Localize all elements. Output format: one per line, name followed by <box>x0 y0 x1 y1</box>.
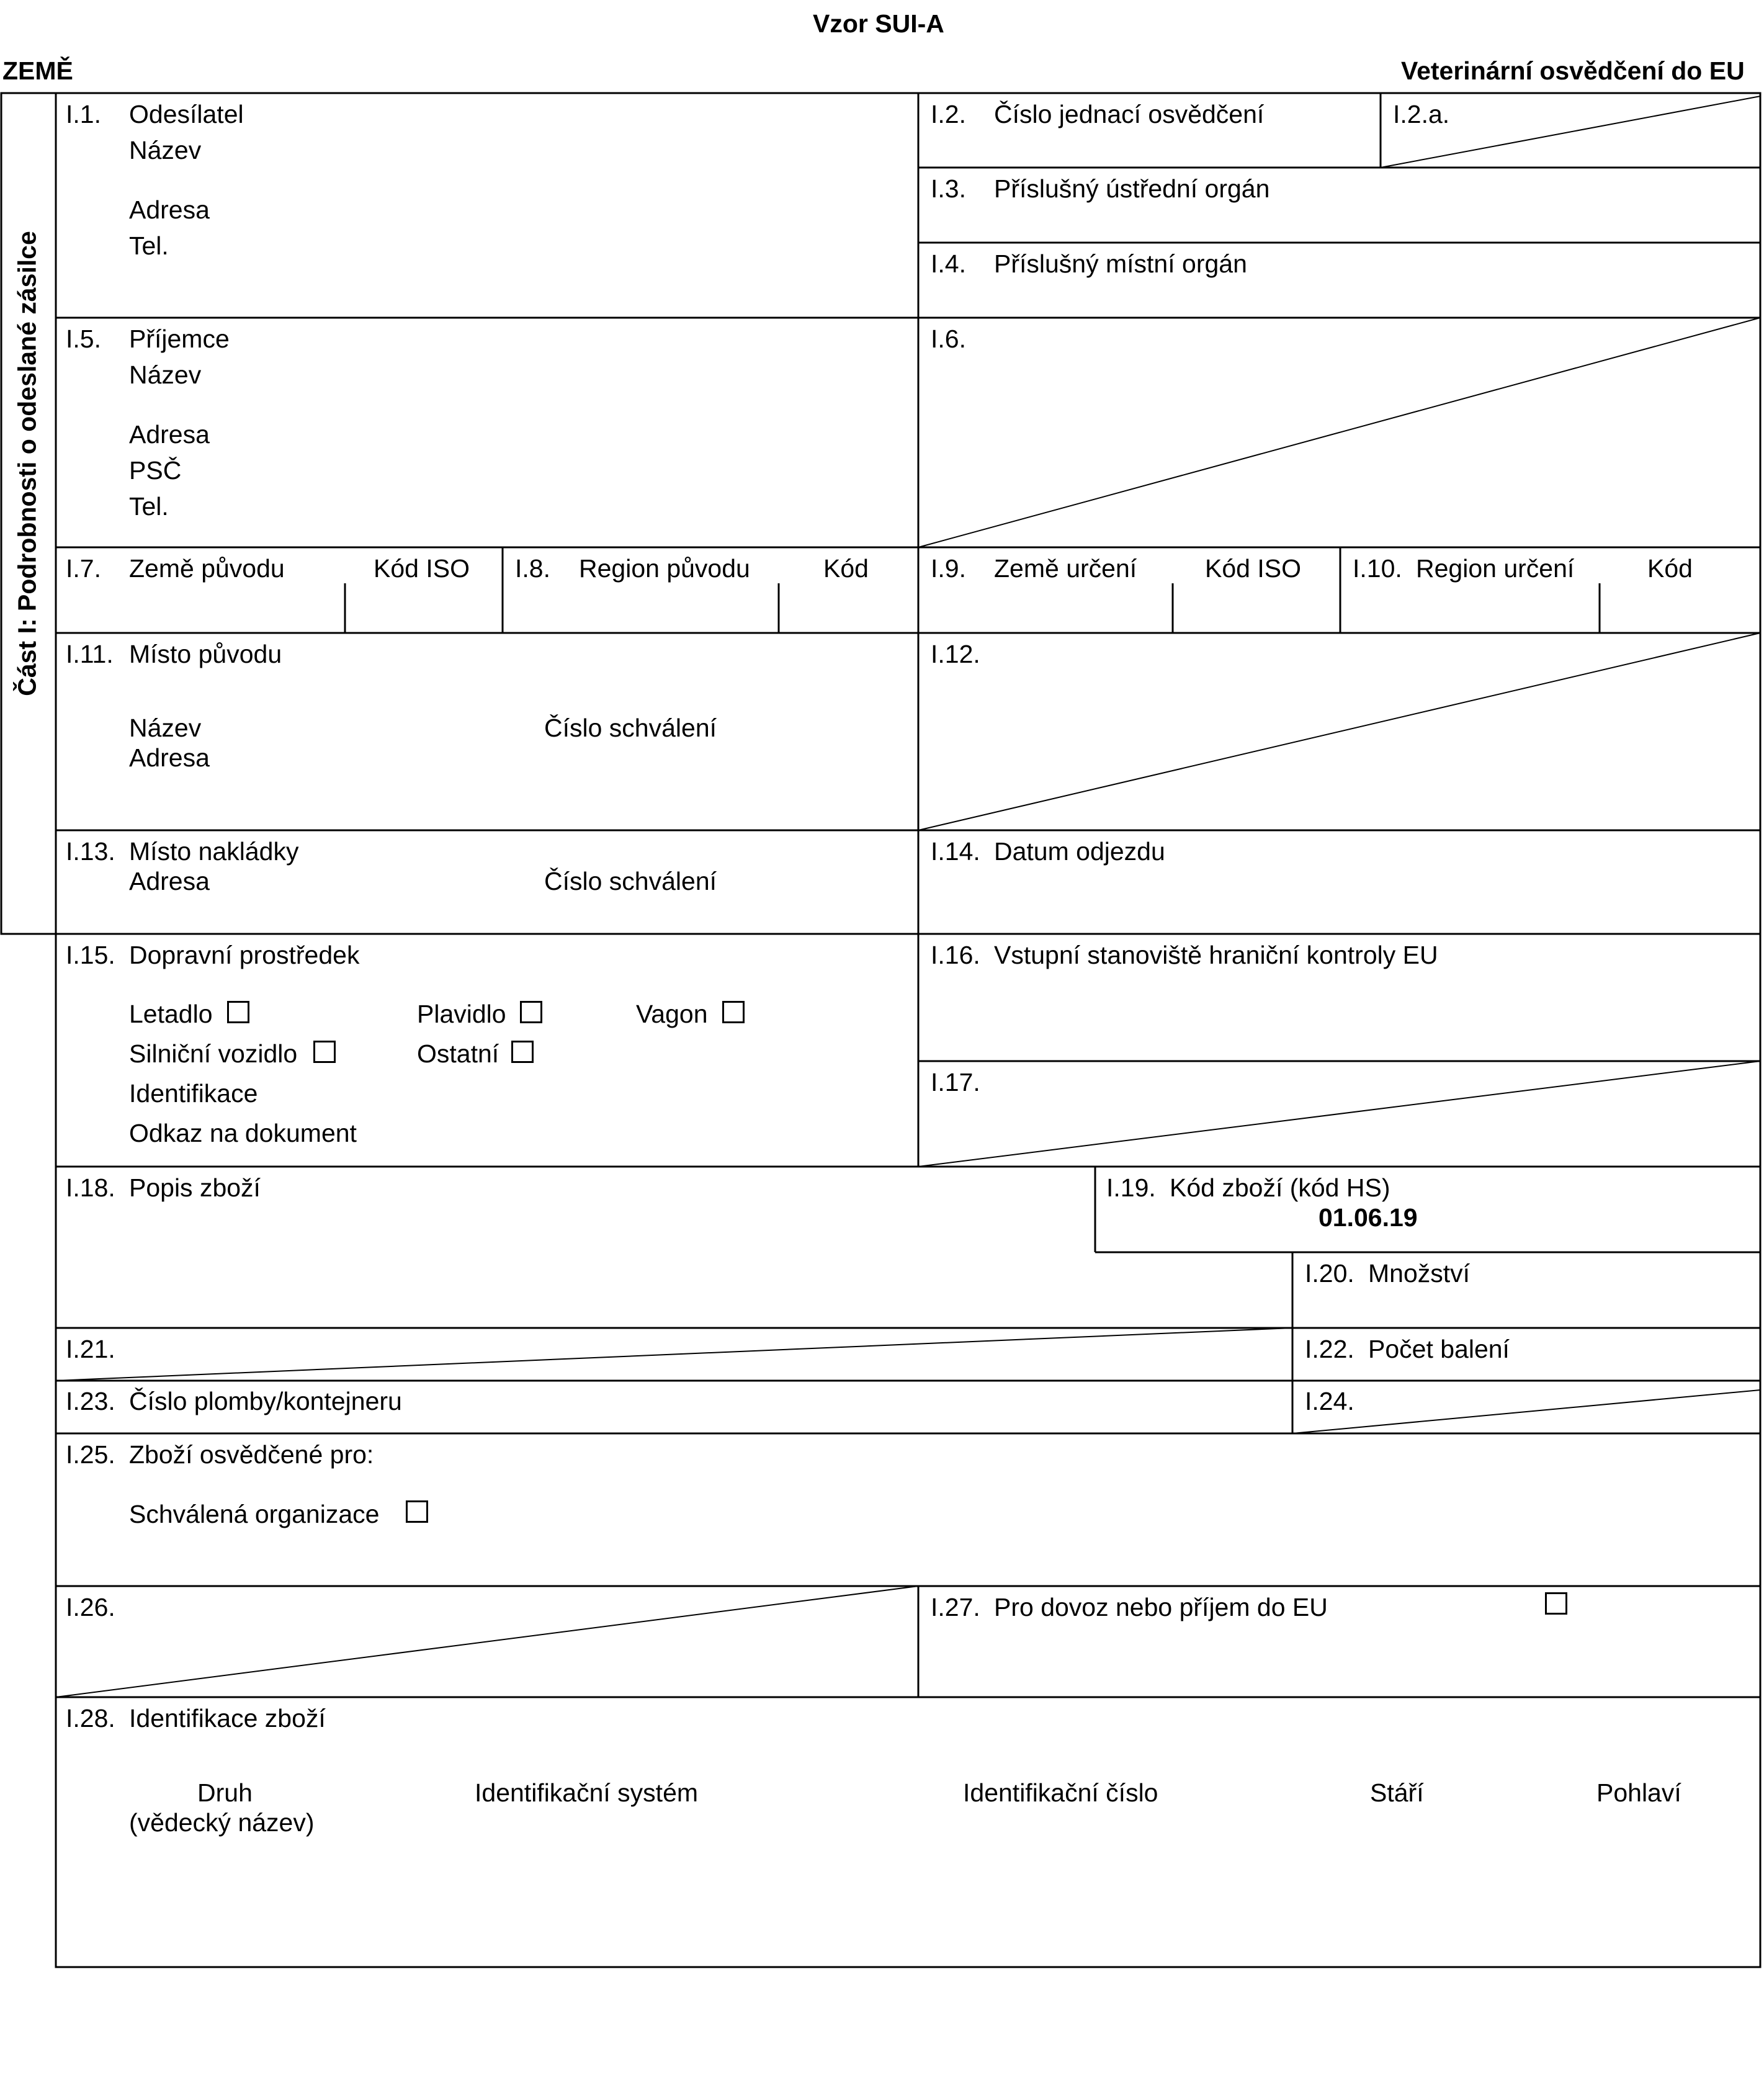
transport-other-label: Ostatní <box>417 1039 499 1068</box>
box-i12-num: I.12. <box>931 640 980 668</box>
country-label: ZEMĚ <box>2 56 73 85</box>
box-i28-title: Identifikace zboží <box>129 1704 326 1733</box>
box-i18-title[interactable]: Popis zboží <box>129 1173 261 1202</box>
column-sex: Pohlaví <box>1596 1778 1681 1807</box>
box-i24-num: I.24. <box>1305 1387 1354 1415</box>
transport-road-checkbox[interactable] <box>313 1041 336 1063</box>
box-i13-title: Místo nakládky <box>129 837 299 866</box>
transport-other-checkbox[interactable] <box>511 1041 534 1063</box>
box-i15-title: Dopravní prostředek <box>129 941 360 969</box>
box-i9-num: I.9. <box>931 554 966 583</box>
transport-airplane-checkbox[interactable] <box>227 1001 249 1023</box>
form-title: Vzor SUI-A <box>813 9 944 38</box>
transport-airplane-label: Letadlo <box>129 1000 213 1028</box>
box-i21-num: I.21. <box>66 1335 115 1363</box>
transport-wagon-checkbox[interactable] <box>722 1001 745 1023</box>
box-i17-num: I.17. <box>931 1068 980 1096</box>
box-i15-identification[interactable]: Identifikace <box>129 1079 258 1108</box>
box-i23-title[interactable]: Číslo plomby/kontejneru <box>129 1387 402 1415</box>
box-i15-document-ref[interactable]: Odkaz na dokument <box>129 1119 357 1147</box>
column-id-system: Identifikační systém <box>475 1778 699 1807</box>
box-i1-address[interactable]: Adresa <box>129 195 210 224</box>
box-i8-code[interactable]: Kód <box>823 554 869 583</box>
box-i27-num: I.27. <box>931 1593 980 1621</box>
box-i9-title[interactable]: Země určení <box>994 554 1137 583</box>
box-i13-num: I.13. <box>66 837 115 866</box>
box-i15-num: I.15. <box>66 941 115 969</box>
box-i2-title[interactable]: Číslo jednací osvědčení <box>994 100 1265 128</box>
box-i7-title[interactable]: Země původu <box>129 554 285 583</box>
box-i13-approval[interactable]: Číslo schválení <box>544 867 717 895</box>
box-i7-num: I.7. <box>66 554 101 583</box>
box-i1-title: Odesílatel <box>129 100 244 128</box>
import-eu-checkbox[interactable] <box>1545 1592 1567 1615</box>
transport-road-label: Silniční vozidlo <box>129 1039 298 1068</box>
box-i10-num: I.10. <box>1353 554 1402 583</box>
box-i26-num: I.26. <box>66 1593 115 1621</box>
box-i20-title[interactable]: Množství <box>1368 1259 1471 1288</box>
box-i25-title: Zboží osvědčené pro: <box>129 1440 374 1469</box>
box-i22-num: I.22. <box>1305 1335 1354 1363</box>
box-i10-title[interactable]: Region určení <box>1416 554 1575 583</box>
box-i6-num: I.6. <box>931 325 966 353</box>
box-i5-num: I.5. <box>66 325 101 353</box>
box-i11-num: I.11. <box>66 640 114 668</box>
box-i5-postcode[interactable]: PSČ <box>129 456 182 485</box>
box-i5-title: Příjemce <box>129 325 230 353</box>
column-species: Druh <box>197 1778 253 1807</box>
box-i14-num: I.14. <box>931 837 980 866</box>
box-i22-title[interactable]: Počet balení <box>1368 1335 1510 1363</box>
box-i5-name[interactable]: Název <box>129 361 202 389</box>
box-i14-title[interactable]: Datum odjezdu <box>994 837 1165 866</box>
box-i10-code[interactable]: Kód <box>1647 554 1693 583</box>
box-i19-title: Kód zboží (kód HS) <box>1170 1173 1390 1202</box>
box-i25-num: I.25. <box>66 1440 115 1469</box>
box-i27-title: Pro dovoz nebo příjem do EU <box>994 1593 1328 1621</box>
column-age: Stáří <box>1370 1778 1424 1807</box>
box-i5-address[interactable]: Adresa <box>129 420 210 449</box>
box-i19-value[interactable]: 01.06.19 <box>1319 1203 1418 1232</box>
box-i5-tel[interactable]: Tel. <box>129 492 169 521</box>
box-i4-num: I.4. <box>931 249 966 278</box>
box-i13-address[interactable]: Adresa <box>129 867 210 895</box>
box-i8-num: I.8. <box>515 554 550 583</box>
box-i28-num: I.28. <box>66 1704 115 1733</box>
approved-organisation-checkbox[interactable] <box>406 1500 428 1523</box>
box-i19-num: I.19. <box>1106 1173 1156 1202</box>
approved-organisation-label: Schválená organizace <box>129 1500 380 1528</box>
certificate-label: Veterinární osvědčení do EU <box>1401 56 1745 85</box>
box-i16-title[interactable]: Vstupní stanoviště hraniční kontroly EU <box>994 941 1438 969</box>
box-i8-title[interactable]: Region původu <box>579 554 750 583</box>
box-i7-code[interactable]: Kód ISO <box>374 554 470 583</box>
box-i1-name[interactable]: Název <box>129 136 202 164</box>
column-species-note: (vědecký název) <box>129 1808 315 1837</box>
box-i23-num: I.23. <box>66 1387 115 1415</box>
side-label: Část I: Podrobnosti o odeslané zásilce <box>12 231 42 696</box>
transport-ship-checkbox[interactable] <box>520 1001 542 1023</box>
box-i9-code[interactable]: Kód ISO <box>1205 554 1301 583</box>
box-i3-title[interactable]: Příslušný ústřední orgán <box>994 174 1270 203</box>
box-i16-num: I.16. <box>931 941 980 969</box>
box-i11-address[interactable]: Adresa <box>129 743 210 772</box>
box-i18-num: I.18. <box>66 1173 115 1202</box>
box-i2-num: I.2. <box>931 100 966 128</box>
box-i4-title[interactable]: Příslušný místní orgán <box>994 249 1247 278</box>
box-i20-num: I.20. <box>1305 1259 1354 1288</box>
transport-wagon-label: Vagon <box>636 1000 708 1028</box>
box-i11-title: Místo původu <box>129 640 282 668</box>
box-i1-tel[interactable]: Tel. <box>129 231 169 260</box>
box-i11-name[interactable]: Název <box>129 714 202 742</box>
box-i11-approval[interactable]: Číslo schválení <box>544 714 717 742</box>
transport-ship-label: Plavidlo <box>417 1000 506 1028</box>
box-i1-num: I.1. <box>66 100 101 128</box>
box-i3-num: I.3. <box>931 174 966 203</box>
box-i2a-num: I.2.a. <box>1393 100 1450 128</box>
column-id-number: Identifikační číslo <box>963 1778 1158 1807</box>
